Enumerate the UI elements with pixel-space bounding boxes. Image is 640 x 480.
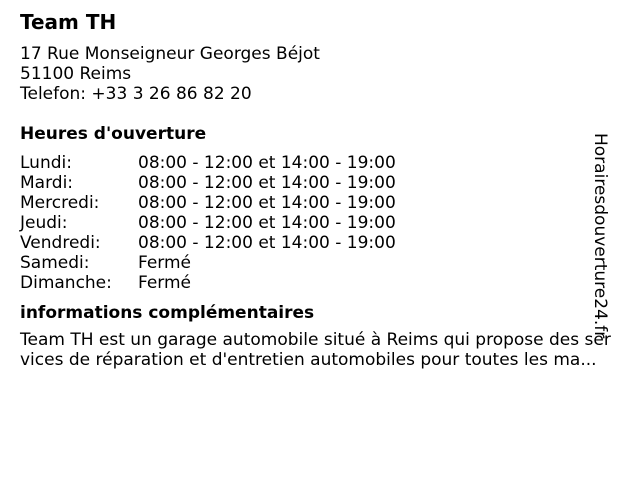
additional-info-text: Team TH est un garage automobile situé à Reims qui propose des services de réparation et d'entretien automobiles pour toutes les ma... bbox=[20, 330, 611, 370]
opening-hours-table bbox=[20, 153, 620, 293]
additional-info-title: informations complémentaires bbox=[20, 303, 315, 323]
day-label: Vendredi: bbox=[20, 233, 101, 253]
day-label: Mardi: bbox=[20, 173, 74, 193]
address-street: 17 Rue Monseigneur Georges Béjot bbox=[20, 44, 320, 64]
day-label: Jeudi: bbox=[20, 213, 68, 233]
time-range: 08:00 - 12:00 et 14:00 - 19:00 bbox=[138, 213, 396, 233]
day-label: Lundi: bbox=[20, 153, 72, 173]
hours-row-jeudi bbox=[20, 213, 620, 233]
day-label: Samedi: bbox=[20, 253, 90, 273]
time-range: 08:00 - 12:00 et 14:00 - 19:00 bbox=[138, 173, 396, 193]
day-label: Mercredi: bbox=[20, 193, 100, 213]
time-range: 08:00 - 12:00 et 14:00 - 19:00 bbox=[138, 193, 396, 213]
hours-row-dimanche bbox=[20, 273, 620, 293]
business-name: Team TH bbox=[20, 10, 117, 34]
hours-row-mercredi bbox=[20, 193, 620, 213]
hours-row-vendredi bbox=[20, 233, 620, 253]
hours-row-mardi bbox=[20, 173, 620, 193]
opening-hours-title: Heures d'ouverture bbox=[20, 124, 207, 144]
time-range: Fermé bbox=[138, 273, 192, 293]
day-label: Dimanche: bbox=[20, 273, 112, 293]
site-watermark: Horairesdouverture24.fr bbox=[590, 133, 610, 339]
hours-row-samedi bbox=[20, 253, 620, 273]
address-block bbox=[20, 44, 620, 104]
business-card bbox=[20, 8, 620, 370]
address-city: 51100 Reims bbox=[20, 64, 132, 84]
hours-row-lundi bbox=[20, 153, 620, 173]
time-range: Fermé bbox=[138, 253, 192, 273]
phone-number: Telefon: +33 3 26 86 82 20 bbox=[20, 84, 252, 104]
time-range: 08:00 - 12:00 et 14:00 - 19:00 bbox=[138, 153, 396, 173]
time-range: 08:00 - 12:00 et 14:00 - 19:00 bbox=[138, 233, 396, 253]
